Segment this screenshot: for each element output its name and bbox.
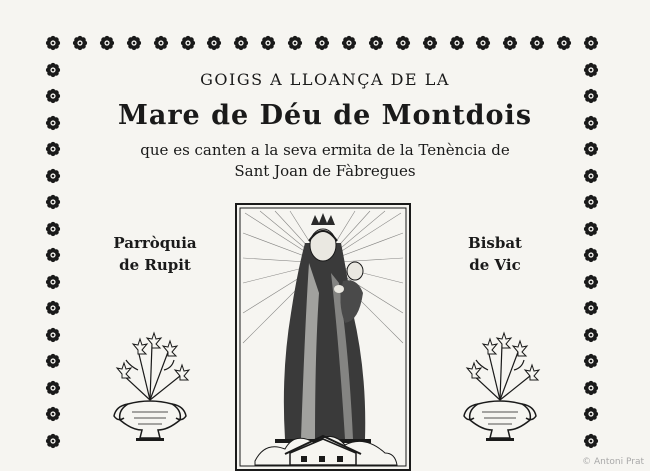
rosette-icon [502, 35, 518, 51]
rosette-icon [45, 353, 61, 369]
rosette-icon [583, 327, 599, 343]
rosette-icon [583, 433, 599, 449]
rosette-icon [449, 35, 465, 51]
madonna-and-child-engraving [235, 203, 411, 471]
rosette-icon [287, 35, 303, 51]
rosette-icon [583, 406, 599, 422]
rosette-icon [583, 35, 599, 51]
rosette-icon [583, 194, 599, 210]
flower-vase-icon [108, 330, 192, 442]
rosette-icon [368, 35, 384, 51]
parish-label-line-1: Parròquia [113, 234, 197, 252]
rosette-icon [475, 35, 491, 51]
flower-vase-icon [458, 330, 542, 442]
rosette-icon [45, 406, 61, 422]
rosette-icon [126, 35, 142, 51]
rosette-icon [45, 380, 61, 396]
rosette-icon [341, 35, 357, 51]
diocese-label [440, 232, 550, 276]
rosette-icon [583, 380, 599, 396]
rosette-icon [233, 35, 249, 51]
rosette-icon [529, 35, 545, 51]
rosette-icon [45, 194, 61, 210]
rosette-icon [99, 35, 115, 51]
watermark: © Antoni Prat [582, 457, 644, 467]
rosette-icon [583, 300, 599, 316]
heading-line-1: GOIGS A LLOANÇA DE LA [200, 70, 450, 89]
rosette-icon [260, 35, 276, 51]
rosette-icon [583, 274, 599, 290]
rosette-icon [45, 274, 61, 290]
diocese-label-line-1: Bisbat [468, 234, 522, 252]
diocese-label-line-2: de Vic [469, 256, 521, 274]
rosette-icon [45, 433, 61, 449]
rosette-icon [180, 35, 196, 51]
rosette-icon [583, 247, 599, 263]
heading-subtitle-2: Sant Joan de Fàbregues [234, 162, 416, 180]
heading-subtitle-1: que es canten a la seva ermita de la Tenència de [140, 141, 510, 159]
rosette-icon [422, 35, 438, 51]
rosette-icon [206, 35, 222, 51]
rosette-icon [583, 221, 599, 237]
rosette-icon [583, 353, 599, 369]
rosette-icon [45, 221, 61, 237]
rosette-icon [153, 35, 169, 51]
rosette-icon [72, 35, 88, 51]
rosette-icon [556, 35, 572, 51]
heading-title: Mare de Déu de Montdois [117, 100, 533, 131]
parish-label-line-2: de Rupit [119, 256, 191, 274]
parish-label [100, 232, 210, 276]
rosette-icon [45, 300, 61, 316]
rosette-icon [45, 35, 61, 51]
rosette-icon [45, 327, 61, 343]
rosette-icon [395, 35, 411, 51]
rosette-icon [314, 35, 330, 51]
rosette-icon [45, 247, 61, 263]
